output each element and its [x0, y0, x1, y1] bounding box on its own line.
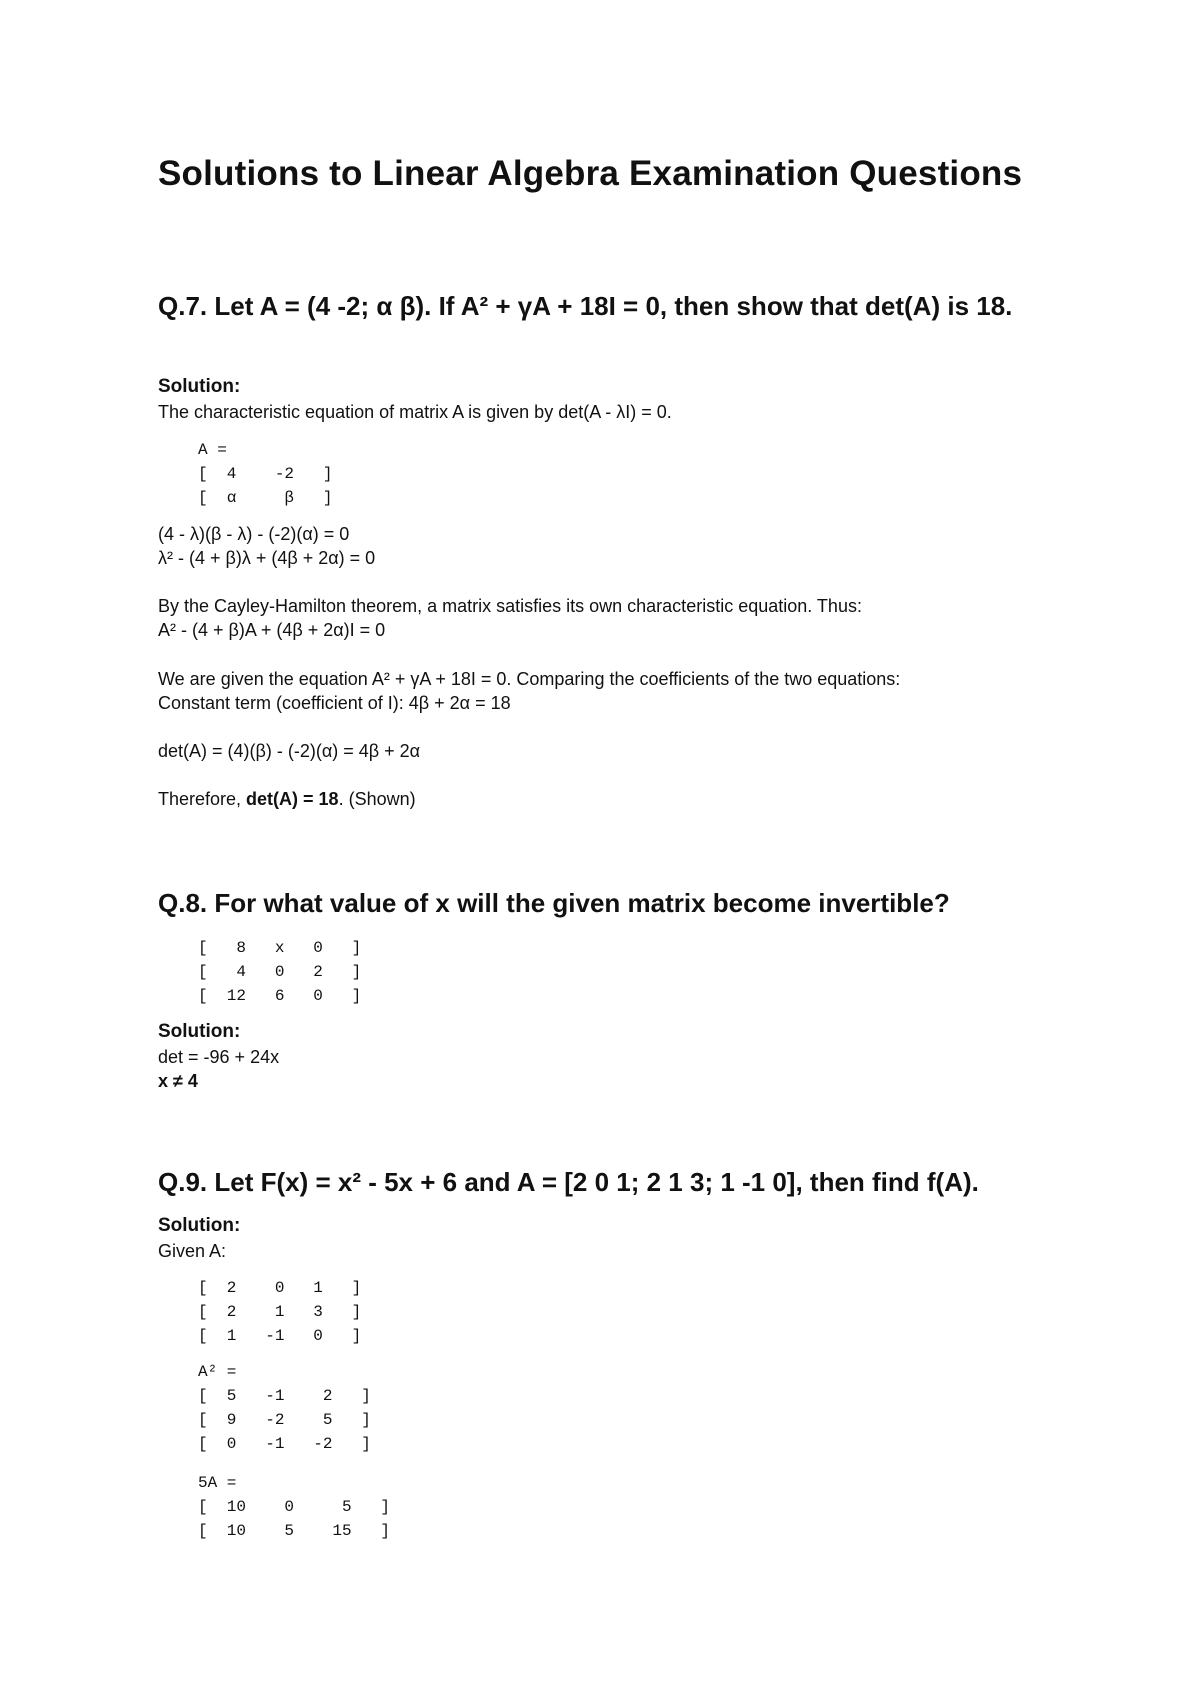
- q8-matrix-row-3: [ 12 6 0 ]: [198, 987, 362, 1005]
- q8-det: det = -96 + 24x: [158, 1047, 280, 1067]
- q9-5a-row-1: [ 10 0 5 ]: [198, 1498, 391, 1516]
- q7-matrix-label: A =: [198, 441, 227, 459]
- q7-cayley-text: By the Cayley-Hamilton theorem, a matrix satisfies its own characteristic equation. Thus:: [158, 596, 862, 616]
- q7-constant-term: Constant term (coefficient of I): 4β + 2α = 18: [158, 693, 511, 713]
- q8-matrix-row-1: [ 8 x 0 ]: [198, 939, 362, 957]
- q7-given-text: We are given the equation A² + γA + 18I = 0. Comparing the coefficients of the two equations:: [158, 669, 901, 689]
- q8-solution-label: Solution:: [158, 1021, 241, 1042]
- q9-a-squared-row-1: [ 5 -1 2 ]: [198, 1387, 371, 1405]
- q9-5a-label: 5A =: [198, 1474, 237, 1492]
- q8-answer: x ≠ 4: [158, 1071, 198, 1091]
- q7-heading: Q.7. Let A = (4 -2; α β). If A² + γA + 18I = 0, then show that det(A) is 18.: [158, 291, 1013, 321]
- q9-a-row-2: [ 2 1 3 ]: [198, 1303, 362, 1321]
- q7-equation-1: (4 - λ)(β - λ) - (-2)(α) = 0: [158, 524, 350, 544]
- q7-conclusion-suffix: . (Shown): [338, 789, 416, 809]
- q9-a-squared-label: A² =: [198, 1363, 237, 1381]
- q9-heading: Q.9. Let F(x) = x² - 5x + 6 and A = [2 0 1; 2 1 3; 1 -1 0], then find f(A).: [158, 1167, 979, 1197]
- q7-intro: The characteristic equation of matrix A is given by det(A - λI) = 0.: [158, 402, 672, 422]
- q7-conclusion-prefix: Therefore,: [158, 789, 247, 809]
- q9-given: Given A:: [158, 1241, 227, 1261]
- q9-a-squared-row-3: [ 0 -1 -2 ]: [198, 1435, 371, 1453]
- q9-a-row-1: [ 2 0 1 ]: [198, 1279, 362, 1297]
- q7-conclusion: [158, 787, 416, 811]
- q7-cayley-equation: A² - (4 + β)A + (4β + 2α)I = 0: [158, 620, 386, 640]
- q7-solution-label: Solution:: [158, 376, 241, 397]
- q7-matrix-row-1: [ 4 -2 ]: [198, 465, 333, 483]
- document-title: Solutions to Linear Algebra Examination Questions: [158, 154, 1023, 193]
- q8-matrix-row-2: [ 4 0 2 ]: [198, 963, 362, 981]
- q7-equation-2: λ² - (4 + β)λ + (4β + 2α) = 0: [158, 548, 376, 568]
- q7-matrix-row-2: [ α β ]: [198, 489, 333, 507]
- q8-heading: Q.8. For what value of x will the given matrix become invertible?: [158, 888, 950, 918]
- q7-conclusion-result: det(A) = 18: [246, 789, 339, 809]
- q9-a-row-3: [ 1 -1 0 ]: [198, 1327, 362, 1345]
- q9-a-squared-row-2: [ 9 -2 5 ]: [198, 1411, 371, 1429]
- q9-solution-label: Solution:: [158, 1215, 241, 1236]
- q7-det: det(A) = (4)(β) - (-2)(α) = 4β + 2α: [158, 741, 421, 761]
- q9-5a-row-2: [ 10 5 15 ]: [198, 1522, 391, 1540]
